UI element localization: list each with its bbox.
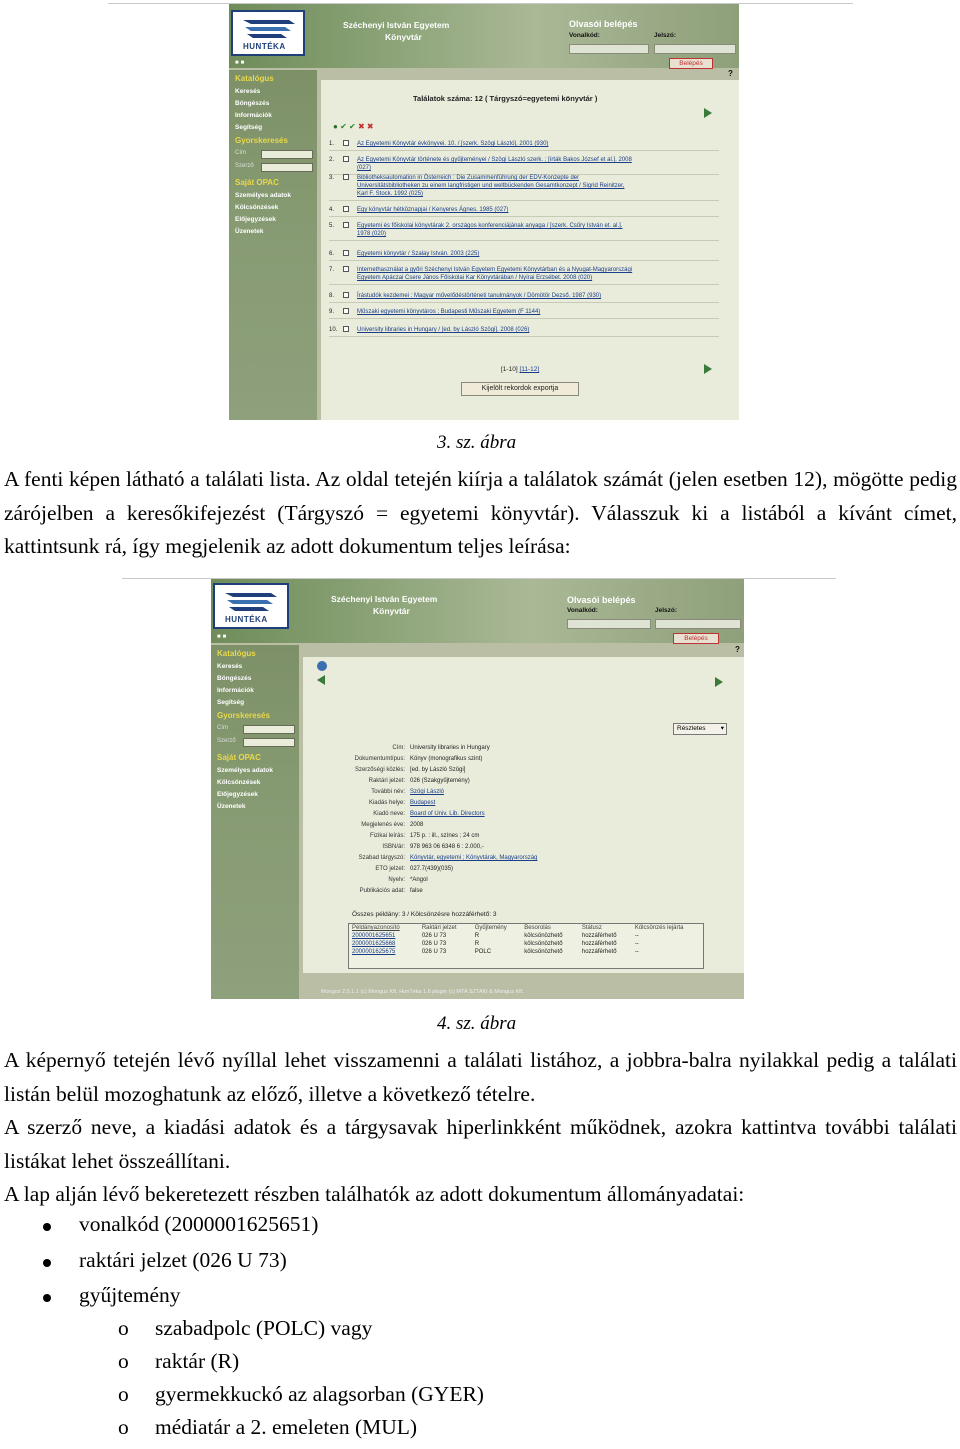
login-button[interactable]: Belépés	[669, 58, 713, 69]
result-row[interactable]	[329, 308, 729, 316]
result-number: 3.	[329, 175, 335, 181]
language-flags-icon[interactable]: ■■	[217, 634, 229, 640]
field-value: false	[410, 888, 423, 894]
sub-bullet-marker: o	[118, 1349, 129, 1373]
holdings-column-header: Besorolás	[524, 925, 551, 931]
result-title-link[interactable]: Az Egyetemi Könyvtár története és gyűjteményei / Szögi László szerk. ; [írták Bakos József et al.]. 2008	[357, 157, 632, 163]
table-row	[349, 932, 703, 940]
result-checkbox[interactable]	[343, 140, 349, 146]
field-value-link[interactable]: Board of Univ. Lib. Directors	[410, 811, 485, 817]
password-input[interactable]	[654, 44, 736, 54]
quick-author-label: Szerző	[217, 738, 236, 744]
quick-title-label: Cím	[235, 150, 246, 156]
field-label: Nyelv:	[388, 877, 405, 883]
result-checkbox[interactable]	[343, 222, 349, 228]
library-title-line2: Könyvtár	[385, 32, 422, 42]
row-divider	[329, 336, 719, 337]
result-checkbox[interactable]	[343, 250, 349, 256]
quick-title-input[interactable]	[261, 150, 313, 159]
figure2-caption: 4. sz. ábra	[437, 1013, 517, 1034]
library-title-line1: Széchenyi István Egyetem	[343, 20, 450, 30]
hunteka-logo	[231, 10, 305, 56]
result-number: 4.	[329, 207, 335, 213]
language-flags-icon[interactable]: ■■	[235, 60, 247, 66]
result-row[interactable]	[329, 206, 729, 214]
field-value: 175 p. : ill., színes ; 24 cm	[410, 833, 480, 839]
field-label: Megjelenés éve:	[361, 822, 405, 828]
holdings-cell: hozzáférhető	[581, 933, 617, 939]
result-row[interactable]	[329, 326, 729, 334]
quick-title-input[interactable]	[243, 725, 295, 734]
field-value: Könyv (monografikus szint)	[410, 756, 483, 762]
result-title-link[interactable]: Bibliotheksautomation in Österreich : Die Zusammenführung der EDV-Konzepte der	[357, 175, 580, 181]
row-divider	[329, 284, 719, 285]
field-value: University libraries in Hungary	[410, 745, 490, 751]
password-input[interactable]	[655, 619, 741, 629]
holdings-column-header: Kölcsönzés lejárta	[634, 925, 684, 931]
sidebar-item-browse[interactable]: Böngészés	[235, 100, 270, 107]
row-divider	[329, 302, 719, 303]
row-divider	[329, 150, 719, 151]
row-divider	[329, 318, 719, 319]
result-title-link[interactable]: Az Egyetemi Könyvtár évkönyvei. 10. / [szerk. Szögi László]. 2001 (930)	[357, 141, 549, 147]
back-to-list-icon[interactable]	[317, 661, 327, 671]
sidebar-item-personal[interactable]: Személyes adatok	[217, 767, 274, 774]
holdings-cell: 026 U 73	[421, 941, 447, 947]
view-format-select[interactable]	[673, 723, 727, 735]
result-title-link[interactable]: University libraries in Hungary / [ed. by László Szögi]. 2008 (026)	[357, 327, 530, 333]
help-icon[interactable]: ?	[735, 645, 740, 654]
sidebar-item-messages[interactable]: Üzenetek	[217, 803, 246, 810]
list-item	[43, 1248, 543, 1282]
result-checkbox[interactable]	[343, 292, 349, 298]
help-icon[interactable]: ?	[728, 69, 733, 78]
holdings-table	[348, 923, 704, 969]
holdings-cell: 026 U 73	[421, 949, 447, 955]
sidebar	[229, 70, 317, 420]
sidebar	[211, 645, 299, 999]
result-title-link[interactable]: Universitätsbibliotheken zu einem langfristigen und weltbückenden Gesamtkonzept / Sigrid Reinitzer,	[357, 183, 625, 189]
field-value: 978 963 06 6348 6 : 2.000,-	[410, 844, 484, 850]
library-title	[343, 19, 449, 43]
uncheck-icon[interactable]: ✖	[357, 122, 365, 131]
hunteka-logo	[213, 583, 289, 629]
result-title-link[interactable]: Egy könyvtár hétköznapjai / Kenyeres Ágnes. 1985 (027)	[357, 207, 509, 213]
field-label: További név:	[371, 789, 405, 795]
field-value-link[interactable]: Szögi László	[410, 789, 445, 795]
barcode-label: Vonalkód:	[567, 607, 598, 614]
password-label: Jelszó:	[655, 607, 678, 614]
result-row[interactable]	[329, 266, 729, 282]
quick-author-label: Szerző	[235, 163, 254, 169]
pager-current: [1-10]	[501, 366, 518, 373]
figure1-caption: 3. sz. ábra	[437, 432, 517, 453]
result-title-link[interactable]: (027)	[357, 165, 372, 171]
opac-heading: Saját OPAC	[235, 178, 279, 187]
sidebar-item-personal[interactable]: Személyes adatok	[235, 192, 292, 199]
result-title-link[interactable]: Egyetemi és főiskolai könyvtárak 2. országos konferenciájának anyaga / [szerk. Csűry István et. al.].	[357, 223, 623, 229]
result-number: 10.	[329, 327, 338, 333]
hit-count: Találatok száma: 12 ( Tárgyszó=egyetemi könyvtár )	[413, 94, 598, 103]
field-label: Cím:	[392, 745, 405, 751]
result-checkbox[interactable]	[343, 266, 349, 272]
sidebar-item-info[interactable]: Információk	[235, 112, 272, 119]
bullet-dot-icon	[43, 1259, 51, 1267]
holdings-cell: --	[634, 933, 639, 939]
holdings-cell: R	[474, 941, 480, 947]
result-checkbox[interactable]	[343, 156, 349, 162]
hunteka-logo-mark-icon	[223, 590, 279, 612]
field-value-link[interactable]: Budapest	[410, 800, 436, 806]
sidebar-item-browse[interactable]: Böngészés	[217, 675, 252, 682]
logo-brand: HUNTÉKA	[243, 42, 286, 51]
sub-bullet-text: szabadpolc (POLC) vagy	[155, 1316, 373, 1340]
holdings-cell: kölcsönözhető	[524, 949, 563, 955]
list-item	[43, 1283, 543, 1317]
result-row[interactable]	[329, 250, 729, 258]
select-all-icon[interactable]: ●	[333, 122, 338, 131]
figure2-screenshot	[211, 579, 744, 999]
result-title-link[interactable]: Műszaki egyetemi könyvtáros ; Budapesti Műszaki Egyetem (F 1144)	[357, 309, 541, 315]
result-number: 6.	[329, 251, 335, 257]
sidebar-item-search[interactable]: Keresés	[217, 663, 243, 670]
field-label: Publikációs adat:	[359, 888, 405, 894]
sub-bullet-text: gyermekkuckó az alagsorban (GYER)	[155, 1382, 484, 1406]
sidebar-item-reservations[interactable]: Előjegyzések	[217, 791, 258, 798]
sub-bullet-text: raktár (R)	[155, 1349, 240, 1373]
holdings-column-header: Példányazonosító	[352, 925, 400, 931]
pager	[501, 366, 539, 373]
bullet-text: raktári jelzet (026 U 73)	[79, 1248, 287, 1272]
sidebar-item-loans[interactable]: Kölcsönzések	[235, 204, 279, 211]
result-title-link[interactable]: Internethasználat a győri Széchenyi István Egyetem Egyetemi Könyvtárban és a Nyugat-Magyarországi	[357, 267, 633, 273]
field-label: Kiadás helye:	[368, 800, 405, 806]
paragraph-2: A képernyő tetején lévő nyíllal lehet visszamenni a találati listához, a jobbra-balra nyilakkal pedig a találati listán belül mozoghatunk az előző, illetve a következő tételre.	[4, 1048, 957, 1106]
holdings-cell: kölcsönözhető	[524, 941, 563, 947]
bullet-text: gyűjtemény	[79, 1283, 181, 1307]
result-title-link[interactable]: Egyetem Apáczai Csere János Főiskolai Kar Könyvtárában / Nyírai Erzsébet. 2008 (020)	[357, 275, 593, 281]
sub-bullet-marker: o	[118, 1316, 129, 1340]
sub-list-item	[118, 1382, 618, 1416]
software-footer: Mongoz 2.0.1.1 (c) Monguz Kft. HunTéka 1.6 plugin (c) MTA SZTAKI & Monguz Kft.	[321, 989, 524, 995]
result-checkbox[interactable]	[343, 326, 349, 332]
holdings-cell: 026 U 73	[421, 933, 447, 939]
password-label: Jelszó:	[654, 32, 677, 39]
field-label: Kiadó neve:	[373, 811, 405, 817]
result-number: 8.	[329, 293, 335, 299]
result-title-link[interactable]: Írástudók kezdemei : Magyar művelődéstörténeti tanulmányok / Dömötör Dezső. 1987 (930)	[357, 293, 602, 299]
record-toolbar	[333, 122, 374, 131]
library-title	[331, 593, 437, 617]
row-divider	[329, 240, 719, 241]
bullet-dot-icon	[43, 1223, 51, 1231]
chevron-down-icon: ▾	[720, 725, 724, 732]
result-checkbox[interactable]	[343, 206, 349, 212]
login-title: Olvasói belépés	[569, 19, 638, 29]
next-page-arrow-icon[interactable]	[704, 364, 712, 374]
result-checkbox[interactable]	[343, 308, 349, 314]
export-button[interactable]: Kijelölt rekordok exportja	[461, 382, 579, 396]
list-item	[43, 1212, 543, 1246]
barcode-link[interactable]: 2000001625675	[352, 949, 396, 955]
table-row	[349, 948, 703, 956]
quick-author-input[interactable]	[243, 738, 295, 747]
holdings-summary: Összes példány: 3 / Kölcsönzésre hozzáférhető: 3	[352, 911, 497, 918]
sidebar-item-help[interactable]: Segítség	[217, 699, 245, 706]
field-value: [ed. by László Szögi]	[410, 767, 466, 773]
sidebar-item-search[interactable]: Keresés	[235, 88, 261, 95]
result-row[interactable]	[329, 222, 729, 238]
sidebar-item-help[interactable]: Segítség	[235, 124, 263, 131]
holdings-column-header: Raktári jelzet	[421, 925, 457, 931]
quick-search-heading: Gyorskeresés	[217, 711, 270, 720]
barcode-input[interactable]	[567, 619, 651, 629]
quick-title-label: Cím	[217, 725, 228, 731]
holdings-cell: hozzáférhető	[581, 941, 617, 947]
bullet-text: vonalkód (2000001625651)	[79, 1212, 319, 1236]
figure1-screenshot	[229, 4, 739, 420]
row-divider	[329, 260, 719, 261]
sub-list-item	[118, 1415, 618, 1449]
sub-bullet-marker: o	[118, 1415, 129, 1439]
result-row[interactable]	[329, 140, 729, 148]
field-value: 2008	[410, 822, 424, 828]
paragraph-1: A fenti képen látható a találati lista. Az oldal tetején kiírja a találatok számát (jelen esetben 12), mögötte pedig zárójelben a keresőkifejezést (Tárgyszó = egyetemi könyvtár). Válasszuk ki a listából a kívánt címet, kattintsunk rá, így megjelenik az adott dokumentum teljes leírása:	[4, 467, 957, 558]
sidebar-item-reservations[interactable]: Előjegyzések	[235, 216, 276, 223]
barcode-input[interactable]	[569, 44, 649, 54]
barcode-link[interactable]: 2000001625651	[352, 933, 396, 939]
sidebar-item-info[interactable]: Információk	[217, 687, 254, 694]
result-list-panel	[321, 80, 739, 420]
field-value-link[interactable]: Könyvtár, egyetemi ; Könyvtárak, Magyarország	[410, 855, 538, 861]
paragraph-3: A szerző neve, a kiadási adatok és a tárgysavak hiperlinkként működnek, azokra kattintva további találati listákat lehet összeállítani.	[4, 1115, 957, 1173]
holdings-cell: --	[634, 941, 639, 947]
result-title-link[interactable]: Karl F. Stock. 1992 (025)	[357, 191, 424, 197]
holdings-column-header: Státusz	[581, 925, 602, 931]
field-value: 027.7(439)(035)	[410, 866, 454, 872]
quick-search-heading: Gyorskeresés	[235, 136, 288, 145]
check-icon[interactable]: ✔	[340, 122, 347, 131]
holdings-cell: R	[474, 933, 480, 939]
row-divider	[329, 200, 719, 201]
field-label: ETO jelzet:	[375, 866, 405, 872]
field-label: Szabad tárgyszó:	[358, 855, 405, 861]
paragraph-4: A lap alján lévő bekeretezett részben találhatók az adott dokumentum állományadatai:	[4, 1182, 745, 1206]
view-format-value: Részletes	[677, 725, 706, 732]
field-label: ISBN/ár:	[382, 844, 405, 850]
sub-list-item	[118, 1316, 618, 1350]
barcode-label: Vonalkód:	[569, 32, 600, 39]
holdings-cell: POLC	[474, 949, 492, 955]
holdings-cell: hozzáférhető	[581, 949, 617, 955]
bullet-dot-icon	[43, 1294, 51, 1302]
login-button[interactable]: Belépés	[673, 633, 719, 644]
holdings-header-row	[349, 924, 703, 932]
field-label: Szerzőségi közlés:	[354, 767, 405, 773]
holdings-cell: kölcsönözhető	[524, 933, 563, 939]
check-all-icon[interactable]: ✔	[349, 122, 356, 131]
opac-heading: Saját OPAC	[217, 753, 261, 762]
result-row[interactable]	[329, 174, 729, 198]
result-number: 1.	[329, 141, 335, 147]
result-row[interactable]	[329, 156, 729, 172]
result-number: 2.	[329, 157, 335, 163]
uncheck-all-icon[interactable]: ✖	[366, 122, 374, 131]
logo-brand: HUNTÉKA	[225, 615, 268, 624]
sub-bullet-marker: o	[118, 1382, 129, 1406]
library-title-line2: Könyvtár	[373, 606, 410, 616]
sidebar-item-messages[interactable]: Üzenetek	[235, 228, 264, 235]
catalog-heading: Katalógus	[235, 74, 274, 83]
sub-list-item	[118, 1349, 618, 1383]
table-row	[349, 940, 703, 948]
sidebar-item-loans[interactable]: Kölcsönzések	[217, 779, 261, 786]
hunteka-logo-mark-icon	[241, 17, 297, 39]
pager-next-link[interactable]: [11-12]	[519, 366, 540, 373]
row-divider	[329, 216, 719, 217]
library-title-line1: Széchenyi István Egyetem	[331, 594, 438, 604]
catalog-heading: Katalógus	[217, 649, 256, 658]
holdings-column-header: Gyűjtemény	[474, 925, 507, 931]
result-number: 7.	[329, 267, 335, 273]
field-label: Dokumentumtípus:	[354, 756, 405, 762]
next-arrow-icon[interactable]	[704, 108, 712, 118]
barcode-link[interactable]: 2000001625668	[352, 941, 396, 947]
field-label: Raktári jelzet:	[368, 778, 405, 784]
prev-arrow-icon[interactable]	[317, 675, 325, 685]
holdings-cell: --	[634, 949, 639, 955]
next-arrow-icon[interactable]	[715, 677, 723, 687]
result-title-link[interactable]: Egyetemi könyvtár / Szalay István. 2003 (225)	[357, 251, 480, 257]
holdings-body	[349, 932, 703, 956]
field-value: 026 (Szakgyűjtemény)	[410, 778, 470, 784]
field-label: Fizikai leírás:	[369, 833, 405, 839]
record-detail-panel	[303, 657, 744, 973]
sub-bullet-text: médiatár a 2. emeleten (MUL)	[155, 1415, 418, 1439]
result-number: 9.	[329, 309, 335, 315]
quick-author-input[interactable]	[261, 163, 313, 172]
result-row[interactable]	[329, 292, 729, 300]
result-checkbox[interactable]	[343, 174, 349, 180]
login-title: Olvasói belépés	[567, 595, 636, 605]
result-number: 5.	[329, 223, 335, 229]
result-title-link[interactable]: 1978 (020)	[357, 231, 387, 237]
field-value: *Angol	[410, 877, 428, 883]
